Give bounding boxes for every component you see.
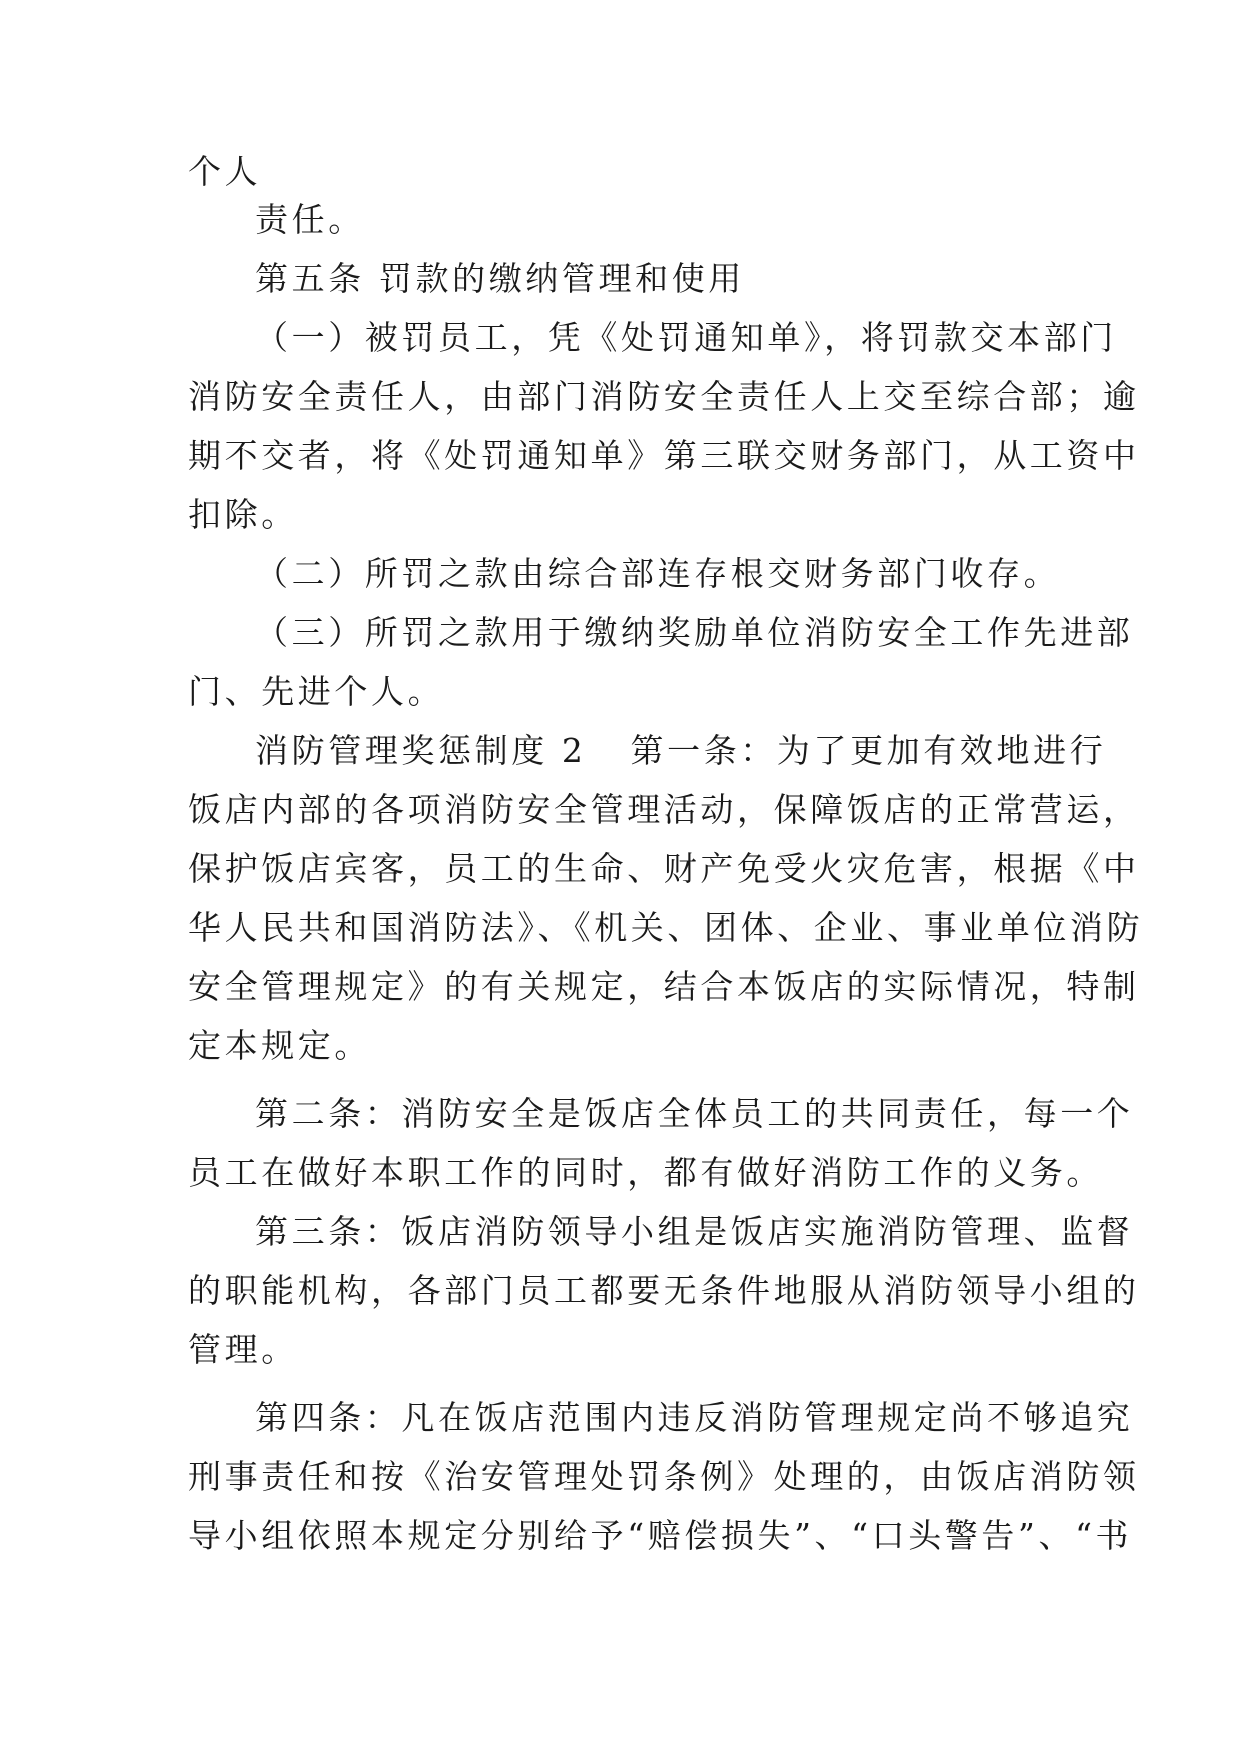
text-line: 责任。 bbox=[255, 200, 365, 239]
text-line: 个人 bbox=[188, 152, 262, 191]
text-line: 饭店内部的各项消防安全管理活动，保障饭店的正常营运， bbox=[188, 790, 1140, 829]
text-line: 第四条：凡在饭店范围内违反消防管理规定尚不够追究 bbox=[255, 1398, 1134, 1437]
article-text: 第一条：为了更加有效地进行 bbox=[630, 731, 1107, 770]
text-line: 扣除。 bbox=[188, 495, 298, 534]
text-line: 第二条：消防安全是饭店全体员工的共同责任，每一个 bbox=[255, 1094, 1134, 1133]
text-line: 门、先进个人。 bbox=[188, 672, 445, 711]
text-line: 第三条：饭店消防领导小组是饭店实施消防管理、监督 bbox=[255, 1212, 1134, 1251]
text-line bbox=[255, 731, 1106, 771]
text-line: 期不交者，将《处罚通知单》第三联交财务部门，从工资中 bbox=[188, 436, 1140, 475]
text-line: （一）被罚员工，凭《处罚通知单》，将罚款交本部门 bbox=[255, 318, 1117, 357]
text-line: 刑事责任和按《治安管理处罚条例》处理的，由饭店消防领 bbox=[188, 1457, 1140, 1496]
text-line: （三）所罚之款用于缴纳奖励单位消防安全工作先进部 bbox=[255, 613, 1134, 652]
text-line: 管理。 bbox=[188, 1330, 298, 1369]
text-line: （二）所罚之款由综合部连存根交财务部门收存。 bbox=[255, 554, 1061, 593]
document-title: 消防管理奖惩制度 2 bbox=[255, 731, 587, 770]
text-line: 定本规定。 bbox=[188, 1026, 371, 1065]
text-line: 安全管理规定》的有关规定，结合本饭店的实际情况，特制 bbox=[188, 967, 1140, 1006]
text-line: 华人民共和国消防法》、《机关、团体、企业、事业单位消防 bbox=[188, 908, 1144, 947]
text-line: 导小组依照本规定分别给予“赔偿损失”、“口头警告”、“书 bbox=[188, 1516, 1133, 1555]
text-line: 的职能机构，各部门员工都要无条件地服从消防领导小组的 bbox=[188, 1271, 1140, 1310]
text-line: 保护饭店宾客，员工的生命、财产免受火灾危害，根据《中 bbox=[188, 849, 1140, 888]
text-line: 消防安全责任人，由部门消防安全责任人上交至综合部；逾 bbox=[188, 377, 1140, 416]
section-heading: 第五条 罚款的缴纳管理和使用 bbox=[255, 259, 745, 298]
text-line: 员工在做好本职工作的同时，都有做好消防工作的义务。 bbox=[188, 1153, 1103, 1192]
